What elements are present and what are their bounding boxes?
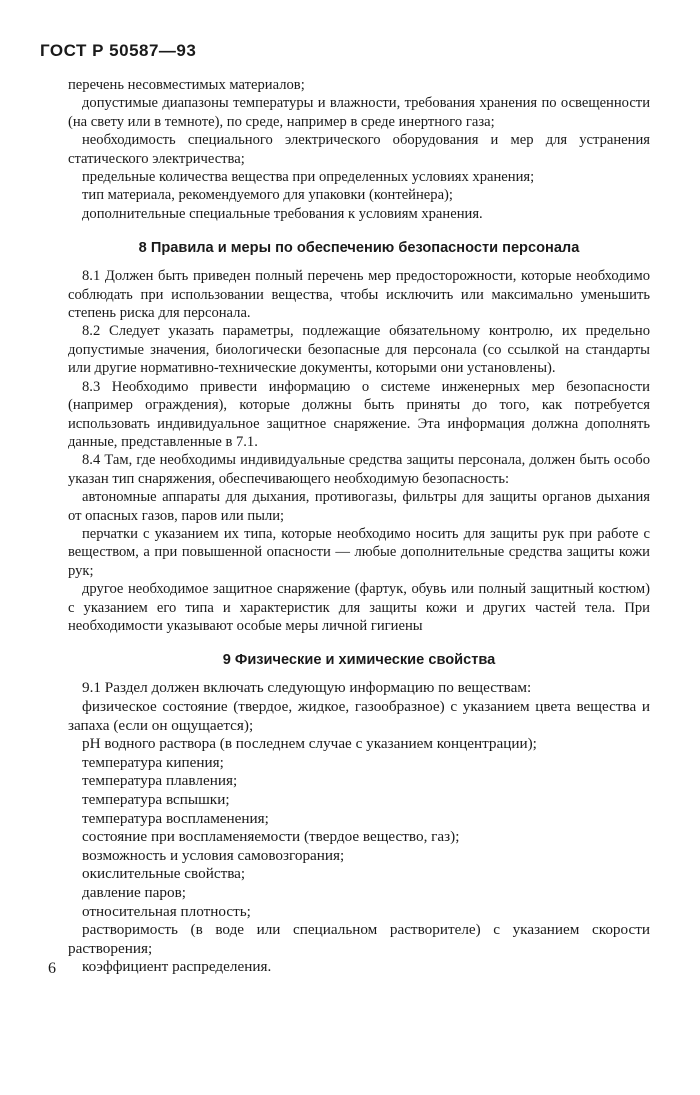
list-item: pH водного раствора (в последнем случае с указанием концентрации); [82, 735, 537, 753]
paragraph-8-4: 8.4 Там, где необходимы индивидуальные средства защиты персонала, должен быть особо указан тип снаряжения, обеспечивающего необходимую безопасность: [68, 452, 650, 487]
list-item: тип материала, рекомендуемого для упаковки (контейнера); [82, 187, 453, 204]
list-item: относительная плотность; [82, 902, 251, 920]
list-item: температура вспышки; [82, 790, 230, 808]
list-item: температура плавления; [82, 772, 238, 790]
section-9 [68, 651, 650, 977]
list-item: допустимые диапазоны температуры и влажности, требования хранения по освещенности (на свету или в темноте), по среде, например в среде инертного газа; [68, 95, 650, 130]
list-item: перчатки с указанием их типа, которые необходимо носить для защиты рук при работе с веществом, а при повышенной опасности — любые дополнительные средства защиты кожи рук; [68, 525, 650, 579]
list-item: другое необходимое защитное снаряжение (фартук, обувь или полный защитный костюм) с указанием его типа и характеристик для защиты кожи и других частей тела. При необходимости указывают особые меры личной гигиены [68, 581, 650, 634]
paragraph-8-1: 8.1 Должен быть приведен полный перечень мер предосторожности, которые необходимо соблюдать при использовании вещества, чтобы исключить или максимально уменьшить степень риска для персонала. [68, 268, 650, 322]
list-item: окислительные свойства; [82, 865, 246, 883]
section-8-title: 8 Правила и меры по обеспечению безопасности персонала [138, 240, 580, 257]
list-item: необходимость специального электрического оборудования и мер для устранения статического электричества; [68, 132, 650, 167]
document-header: ГОСТ Р 50587—93 [40, 41, 197, 60]
list-item: температура воспламенения; [82, 809, 269, 827]
section-8 [68, 239, 650, 635]
list-item: дополнительные специальные требования к условиям хранения. [82, 205, 483, 222]
list-item: предельные количества вещества при определенных условиях хранения; [82, 169, 535, 186]
list-item: давление паров; [82, 883, 186, 901]
paragraph-8-2: 8.2 Следует указать параметры, подлежащие обязательному контролю, их предельно допустимые значения, биологически безопасные для персонала (со ссылкой на стандарты или другие нормативно-технические документы, которыми они установлены). [68, 323, 650, 377]
list-item: физическое состояние (твердое, жидкое, газообразное) с указанием цвета вещества и запаха (если он ощущается); [68, 697, 650, 734]
list-item: возможность и условия самовозгорания; [82, 846, 345, 864]
page-content [68, 76, 650, 977]
paragraph-8-3: 8.3 Необходимо привести информацию о системе инженерных мер безопасности (например ограждения), которые должны быть приняты до того, как потребуется использовать индивидуальное защитное снаряжение. Эта информация должна дополнять данные, представленные в 7.1. [68, 378, 650, 450]
list-item: коэффициент распределения. [82, 958, 272, 976]
list-item: перечень несовместимых материалов; [68, 77, 305, 93]
list-item: автономные аппараты для дыхания, противогазы, фильтры для защиты органов дыхания от опасных газов, паров или пыли; [68, 489, 650, 524]
section-9-title: 9 Физические и химические свойства [222, 652, 496, 669]
list-item: состояние при воспламеняемости (твердое вещество, газ); [82, 828, 460, 846]
list-item: температура кипения; [82, 753, 224, 771]
page-number: 6 [48, 960, 56, 977]
list-item: растворимость (в воде или специальном растворителе) с указанием скорости растворения; [68, 921, 650, 957]
storage-conditions-list [68, 76, 650, 223]
paragraph-9-1: 9.1 Раздел должен включать следующую информацию по веществам: [82, 679, 532, 697]
